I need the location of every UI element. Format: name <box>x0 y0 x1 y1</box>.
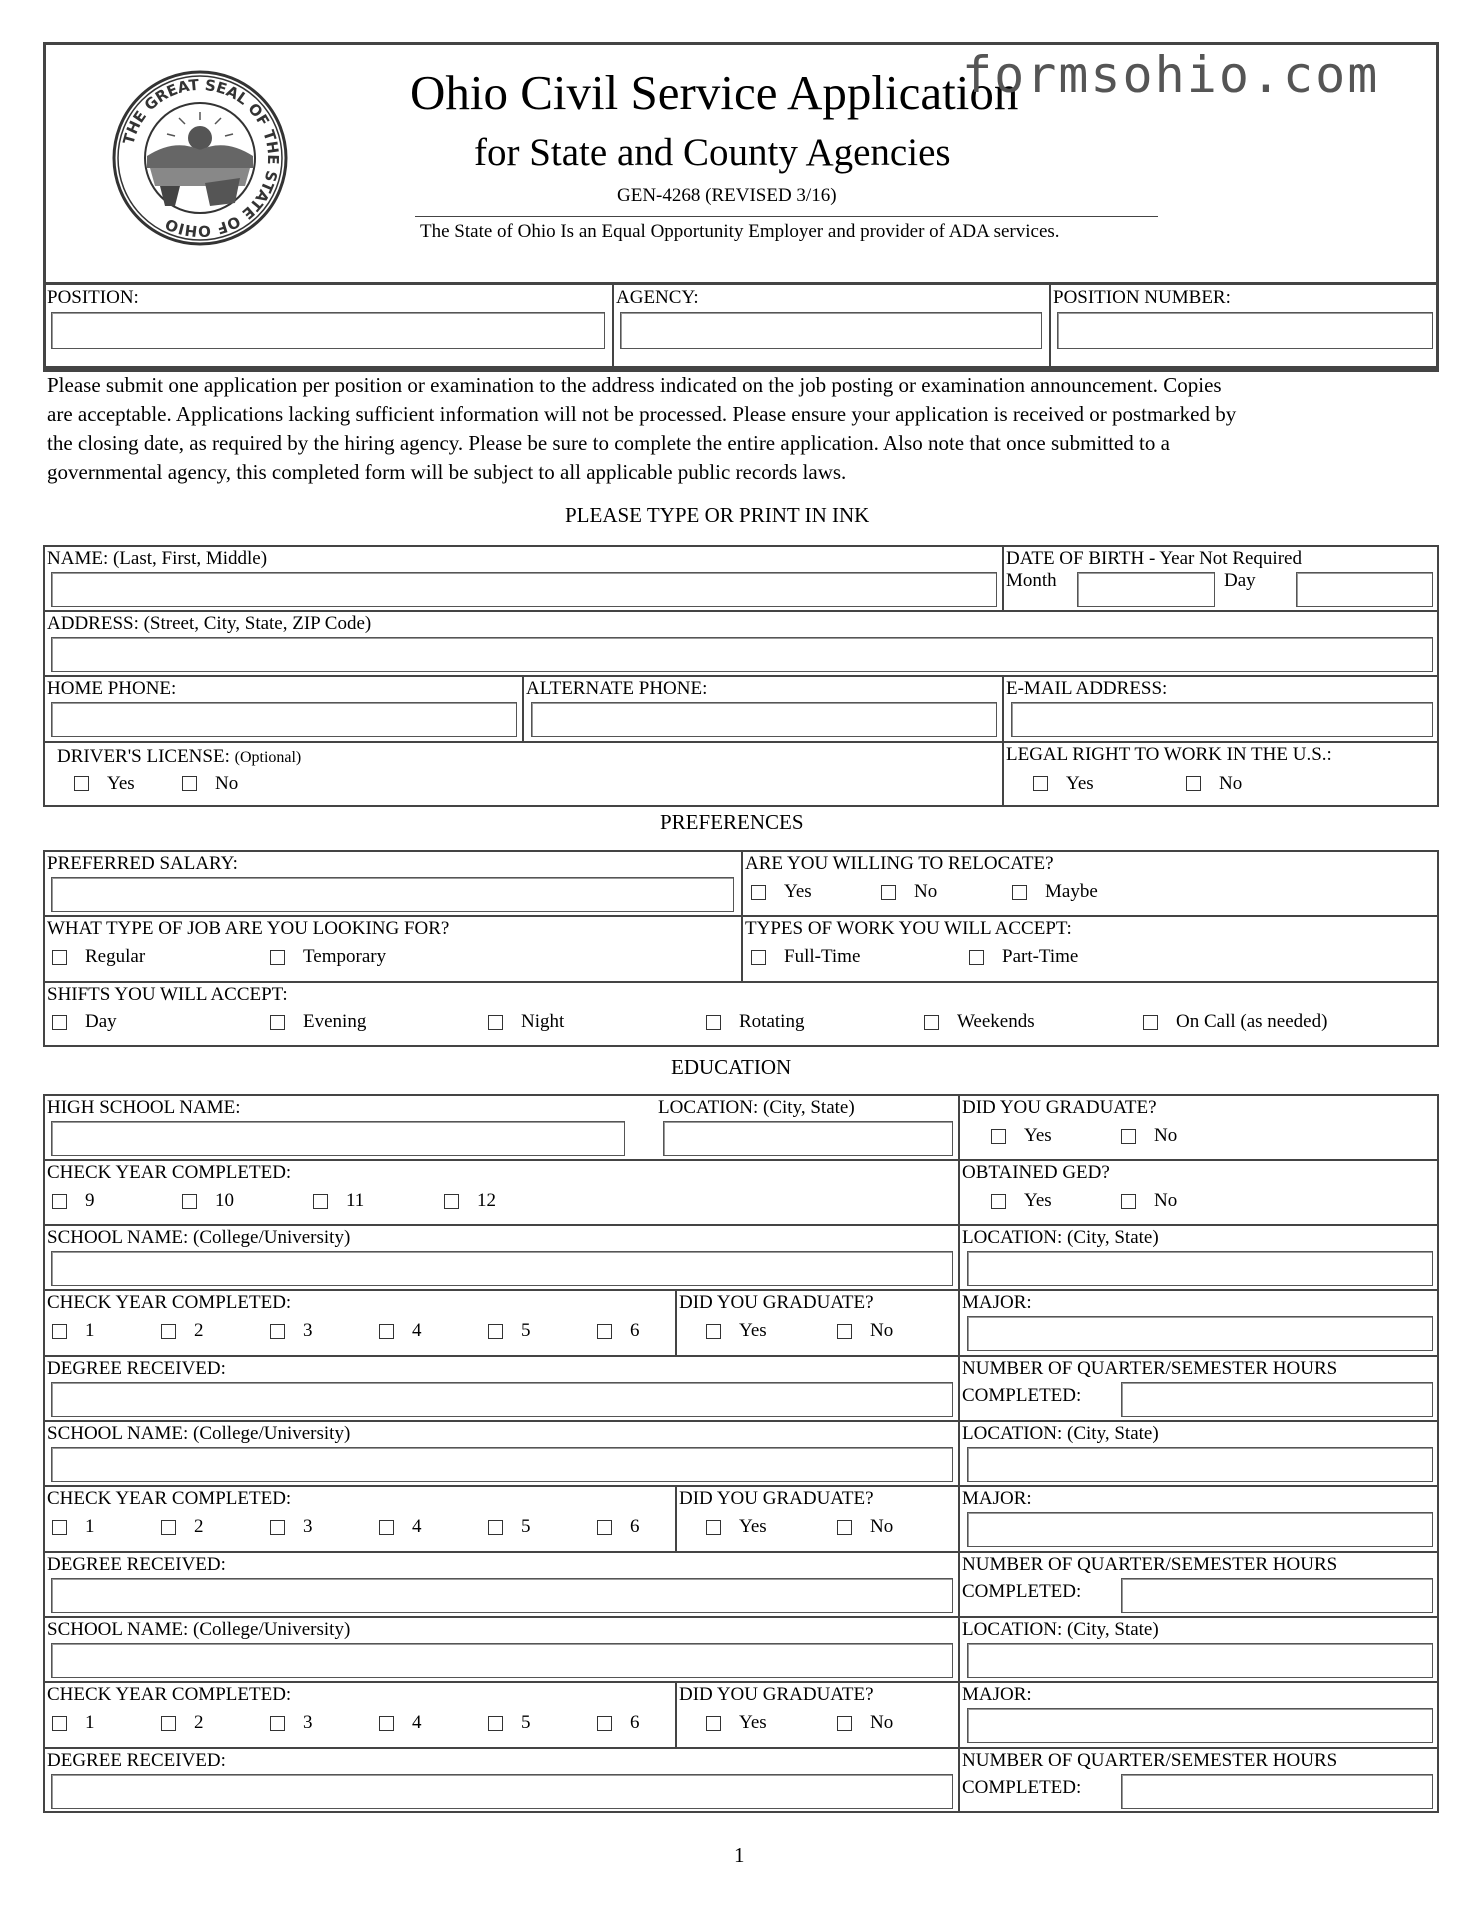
college-1-check-year-label: CHECK YEAR COMPLETED: <box>47 1292 292 1314</box>
hs-year-10-checkbox[interactable] <box>182 1194 197 1209</box>
job-type-label: WHAT TYPE OF JOB ARE YOU LOOKING FOR? <box>47 918 450 939</box>
print-note: PLEASE TYPE OR PRINT IN INK <box>565 503 870 527</box>
preferences-heading: PREFERENCES <box>660 810 804 834</box>
license-yes-label: Yes <box>107 773 135 794</box>
college-2-location-input[interactable] <box>967 1447 1433 1482</box>
legal-right-label: LEGAL RIGHT TO WORK IN THE U.S.: <box>1006 744 1332 765</box>
college-3-year-6-checkbox[interactable] <box>597 1716 612 1731</box>
agency-label: AGENCY: <box>616 287 699 308</box>
shift-day-checkbox[interactable] <box>52 1015 67 1030</box>
hs-graduate-yes-checkbox[interactable] <box>991 1129 1006 1144</box>
college-2-graduate-no-label: No <box>870 1516 894 1538</box>
college-2-year-label: 6 <box>630 1516 640 1538</box>
shift-rotating-label: Rotating <box>739 1011 805 1032</box>
college-3-name-input[interactable] <box>51 1643 953 1678</box>
part-time-checkbox[interactable] <box>969 950 984 965</box>
college-2-year-6-checkbox[interactable] <box>597 1520 612 1535</box>
ged-label: OBTAINED GED? <box>962 1162 1110 1183</box>
ged-no-label: No <box>1154 1190 1178 1211</box>
license-no-label: No <box>215 773 239 794</box>
full-time-label: Full-Time <box>784 946 861 967</box>
instructions-line3: the closing date, as required by the hiring agency. Please be sure to complete the entire application. Also note that once submitted to a <box>47 431 1170 455</box>
college-1-year-6-checkbox[interactable] <box>597 1324 612 1339</box>
college-2-check-year-label: CHECK YEAR COMPLETED: <box>47 1488 292 1510</box>
watermark: formsohio.com <box>962 46 1380 104</box>
hs-location-label: LOCATION: (City, State) <box>658 1097 855 1118</box>
college-2-year-1-checkbox[interactable] <box>52 1520 67 1535</box>
alt-phone-label: ALTERNATE PHONE: <box>526 678 708 699</box>
license-no-checkbox[interactable] <box>182 776 197 791</box>
college-3-graduate-yes-label: Yes <box>739 1712 767 1734</box>
position-label: POSITION: <box>47 287 139 308</box>
college-1-location-label: LOCATION: (City, State) <box>962 1227 1159 1248</box>
college-3-location-input[interactable] <box>967 1643 1433 1678</box>
college-3-name-label: SCHOOL NAME: (College/University) <box>47 1619 351 1640</box>
college-3-degree-label: DEGREE RECEIVED: <box>47 1749 226 1771</box>
alt-phone-input[interactable] <box>531 702 997 737</box>
college-2-name-label: SCHOOL NAME: (College/University) <box>47 1423 351 1444</box>
college-1-degree-input[interactable] <box>51 1382 953 1417</box>
ohio-seal <box>105 68 295 248</box>
license-label: DRIVER'S LICENSE: (Optional) <box>57 746 302 767</box>
college-1-graduate-no-checkbox[interactable] <box>837 1324 852 1339</box>
seal-text: THE GREAT SEAL OF THE STATE OF OHIO <box>119 75 283 241</box>
shift-night-checkbox[interactable] <box>488 1015 503 1030</box>
position-number-input[interactable] <box>1057 312 1433 349</box>
instructions-line2: are acceptable. Applications lacking sufficient information will not be processed. Please ensure your application is received or postmarked by <box>47 402 1237 426</box>
college-3-year-label: 6 <box>630 1712 640 1734</box>
hs-location-input[interactable] <box>663 1121 953 1156</box>
college-1-name-label: SCHOOL NAME: (College/University) <box>47 1227 351 1248</box>
education-heading: EDUCATION <box>671 1055 792 1079</box>
relocate-yes-label: Yes <box>784 881 812 902</box>
hs-check-year-label: CHECK YEAR COMPLETED: <box>47 1162 292 1183</box>
college-2-year-label: 2 <box>194 1516 204 1538</box>
regular-label: Regular <box>85 946 146 967</box>
ged-yes-checkbox[interactable] <box>991 1194 1006 1209</box>
college-1-graduate-label: DID YOU GRADUATE? <box>679 1292 874 1314</box>
legal-no-checkbox[interactable] <box>1186 776 1201 791</box>
hs-graduate-label: DID YOU GRADUATE? <box>962 1097 1157 1118</box>
college-3-location-label: LOCATION: (City, State) <box>962 1619 1159 1640</box>
college-2-year-4-checkbox[interactable] <box>379 1520 394 1535</box>
college-2-hours-completed-label: COMPLETED: <box>962 1580 1082 1602</box>
hs-graduate-no-checkbox[interactable] <box>1121 1129 1136 1144</box>
college-3-hours-input[interactable] <box>1121 1774 1433 1809</box>
college-1-major-input[interactable] <box>967 1316 1433 1351</box>
name-input[interactable] <box>51 572 997 607</box>
college-2-graduate-yes-label: Yes <box>739 1516 767 1538</box>
legal-no-label: No <box>1219 773 1243 794</box>
college-3-graduate-no-checkbox[interactable] <box>837 1716 852 1731</box>
relocate-no-checkbox[interactable] <box>881 885 896 900</box>
relocate-maybe-checkbox[interactable] <box>1012 885 1027 900</box>
college-1-year-3-checkbox[interactable] <box>270 1324 285 1339</box>
dob-label: DATE OF BIRTH - Year Not Required <box>1006 548 1302 569</box>
college-1-year-label: 3 <box>303 1320 313 1342</box>
hs-year-label: 12 <box>477 1190 496 1211</box>
day-input[interactable] <box>1296 572 1433 607</box>
relocate-no-label: No <box>914 881 938 902</box>
agency-input[interactable] <box>620 312 1042 349</box>
address-input[interactable] <box>51 637 1433 672</box>
college-3-year-4-checkbox[interactable] <box>379 1716 394 1731</box>
college-1-year-1-checkbox[interactable] <box>52 1324 67 1339</box>
college-3-year-label: 4 <box>412 1712 422 1734</box>
month-input[interactable] <box>1077 572 1215 607</box>
college-3-year-label: 3 <box>303 1712 313 1734</box>
college-1-year-label: 2 <box>194 1320 204 1342</box>
college-3-graduate-label: DID YOU GRADUATE? <box>679 1684 874 1706</box>
college-2-graduate-label: DID YOU GRADUATE? <box>679 1488 874 1510</box>
ged-no-checkbox[interactable] <box>1121 1194 1136 1209</box>
college-3-year-1-checkbox[interactable] <box>52 1716 67 1731</box>
college-3-year-label: 1 <box>85 1712 95 1734</box>
instructions-line1: Please submit one application per position or examination to the address indicated on the job posting or examination announcement. Copies <box>47 373 1222 397</box>
hs-name-input[interactable] <box>51 1121 625 1156</box>
regular-checkbox[interactable] <box>52 950 67 965</box>
college-2-graduate-yes-checkbox[interactable] <box>706 1520 721 1535</box>
position-input[interactable] <box>51 312 605 349</box>
college-3-graduate-yes-checkbox[interactable] <box>706 1716 721 1731</box>
college-2-year-2-checkbox[interactable] <box>161 1520 176 1535</box>
address-label: ADDRESS: (Street, City, State, ZIP Code) <box>47 613 372 634</box>
college-1-location-input[interactable] <box>967 1251 1433 1286</box>
part-time-label: Part-Time <box>1002 946 1079 967</box>
college-3-year-5-checkbox[interactable] <box>488 1716 503 1731</box>
college-3-degree-input[interactable] <box>51 1774 953 1809</box>
home-phone-input[interactable] <box>51 702 517 737</box>
college-1-year-2-checkbox[interactable] <box>161 1324 176 1339</box>
shift-day-label: Day <box>85 1011 117 1032</box>
salary-label: PREFERRED SALARY: <box>47 853 238 874</box>
salary-input[interactable] <box>51 877 734 912</box>
college-2-year-label: 5 <box>521 1516 531 1538</box>
college-2-graduate-no-checkbox[interactable] <box>837 1520 852 1535</box>
work-types-label: TYPES OF WORK YOU WILL ACCEPT: <box>745 918 1072 939</box>
hs-year-label: 9 <box>85 1190 95 1211</box>
position-number-label: POSITION NUMBER: <box>1053 287 1231 308</box>
college-2-year-label: 1 <box>85 1516 95 1538</box>
college-3-hours-label: NUMBER OF QUARTER/SEMESTER HOURS <box>962 1749 1338 1771</box>
college-1-year-4-checkbox[interactable] <box>379 1324 394 1339</box>
college-3-year-label: 2 <box>194 1712 204 1734</box>
college-3-major-input[interactable] <box>967 1708 1433 1743</box>
home-phone-label: HOME PHONE: <box>47 678 177 699</box>
college-1-year-label: 6 <box>630 1320 640 1342</box>
college-1-degree-label: DEGREE RECEIVED: <box>47 1357 226 1379</box>
college-3-graduate-no-label: No <box>870 1712 894 1734</box>
college-1-graduate-no-label: No <box>870 1320 894 1342</box>
college-2-degree-input[interactable] <box>51 1578 953 1613</box>
college-1-graduate-yes-checkbox[interactable] <box>706 1324 721 1339</box>
legal-yes-label: Yes <box>1066 773 1094 794</box>
college-1-year-label: 1 <box>85 1320 95 1342</box>
relocate-label: ARE YOU WILLING TO RELOCATE? <box>745 853 1054 874</box>
name-label: NAME: (Last, First, Middle) <box>47 548 268 569</box>
college-3-year-label: 5 <box>521 1712 531 1734</box>
shift-weekends-label: Weekends <box>957 1011 1035 1032</box>
college-2-major-label: MAJOR: <box>962 1488 1032 1510</box>
header-rule <box>415 216 1158 217</box>
college-2-hours-input[interactable] <box>1121 1578 1433 1613</box>
shift-night-label: Night <box>521 1011 565 1032</box>
college-3-major-label: MAJOR: <box>962 1684 1032 1706</box>
hs-year-label: 11 <box>346 1190 365 1211</box>
temporary-checkbox[interactable] <box>270 950 285 965</box>
college-3-year-2-checkbox[interactable] <box>161 1716 176 1731</box>
college-3-hours-completed-label: COMPLETED: <box>962 1776 1082 1798</box>
instructions-line4: governmental agency, this completed form will be subject to all applicable public records laws. <box>47 460 847 484</box>
hs-year-label: 10 <box>215 1190 234 1211</box>
college-1-year-label: 5 <box>521 1320 531 1342</box>
hs-name-label: HIGH SCHOOL NAME: <box>47 1097 241 1118</box>
month-label: Month <box>1006 570 1057 591</box>
temporary-label: Temporary <box>303 946 387 967</box>
college-2-major-input[interactable] <box>967 1512 1433 1547</box>
hs-graduate-yes-label: Yes <box>1024 1125 1052 1146</box>
shifts-label: SHIFTS YOU WILL ACCEPT: <box>47 984 288 1005</box>
college-1-name-input[interactable] <box>51 1251 953 1286</box>
license-yes-checkbox[interactable] <box>74 776 89 791</box>
day-label: Day <box>1224 570 1256 591</box>
email-label: E-MAIL ADDRESS: <box>1006 678 1168 699</box>
college-1-year-5-checkbox[interactable] <box>488 1324 503 1339</box>
ged-yes-label: Yes <box>1024 1190 1052 1211</box>
form-subtitle: for State and County Agencies <box>474 131 951 174</box>
college-2-location-label: LOCATION: (City, State) <box>962 1423 1159 1444</box>
college-2-year-3-checkbox[interactable] <box>270 1520 285 1535</box>
page-number: 1 <box>734 1843 745 1867</box>
shift-evening-label: Evening <box>303 1011 367 1032</box>
college-1-graduate-yes-label: Yes <box>739 1320 767 1342</box>
hs-graduate-no-label: No <box>1154 1125 1178 1146</box>
form-title: Ohio Civil Service Application <box>410 65 1019 120</box>
college-1-hours-completed-label: COMPLETED: <box>962 1384 1082 1406</box>
college-3-check-year-label: CHECK YEAR COMPLETED: <box>47 1684 292 1706</box>
email-input[interactable] <box>1011 702 1433 737</box>
legal-yes-checkbox[interactable] <box>1033 776 1048 791</box>
college-2-degree-label: DEGREE RECEIVED: <box>47 1553 226 1575</box>
college-3-year-3-checkbox[interactable] <box>270 1716 285 1731</box>
college-2-hours-label: NUMBER OF QUARTER/SEMESTER HOURS <box>962 1553 1338 1575</box>
shift-rotating-checkbox[interactable] <box>706 1015 721 1030</box>
shift-evening-checkbox[interactable] <box>270 1015 285 1030</box>
shift-on-call-checkbox[interactable] <box>1143 1015 1158 1030</box>
college-1-year-label: 4 <box>412 1320 422 1342</box>
college-1-hours-label: NUMBER OF QUARTER/SEMESTER HOURS <box>962 1357 1338 1379</box>
relocate-maybe-label: Maybe <box>1045 881 1098 902</box>
shift-on-call-label: On Call (as needed) <box>1176 1011 1328 1032</box>
shift-weekends-checkbox[interactable] <box>924 1015 939 1030</box>
full-time-checkbox[interactable] <box>751 950 766 965</box>
college-2-year-label: 4 <box>412 1516 422 1538</box>
college-2-year-label: 3 <box>303 1516 313 1538</box>
hs-year-11-checkbox[interactable] <box>313 1194 328 1209</box>
relocate-yes-checkbox[interactable] <box>751 885 766 900</box>
hs-year-12-checkbox[interactable] <box>444 1194 459 1209</box>
college-2-year-5-checkbox[interactable] <box>488 1520 503 1535</box>
eeo-statement: The State of Ohio Is an Equal Opportunity Employer and provider of ADA services. <box>420 221 1060 242</box>
hs-year-9-checkbox[interactable] <box>52 1194 67 1209</box>
college-1-hours-input[interactable] <box>1121 1382 1433 1417</box>
form-number: GEN-4268 (REVISED 3/16) <box>617 185 837 206</box>
college-2-name-input[interactable] <box>51 1447 953 1482</box>
college-1-major-label: MAJOR: <box>962 1292 1032 1314</box>
